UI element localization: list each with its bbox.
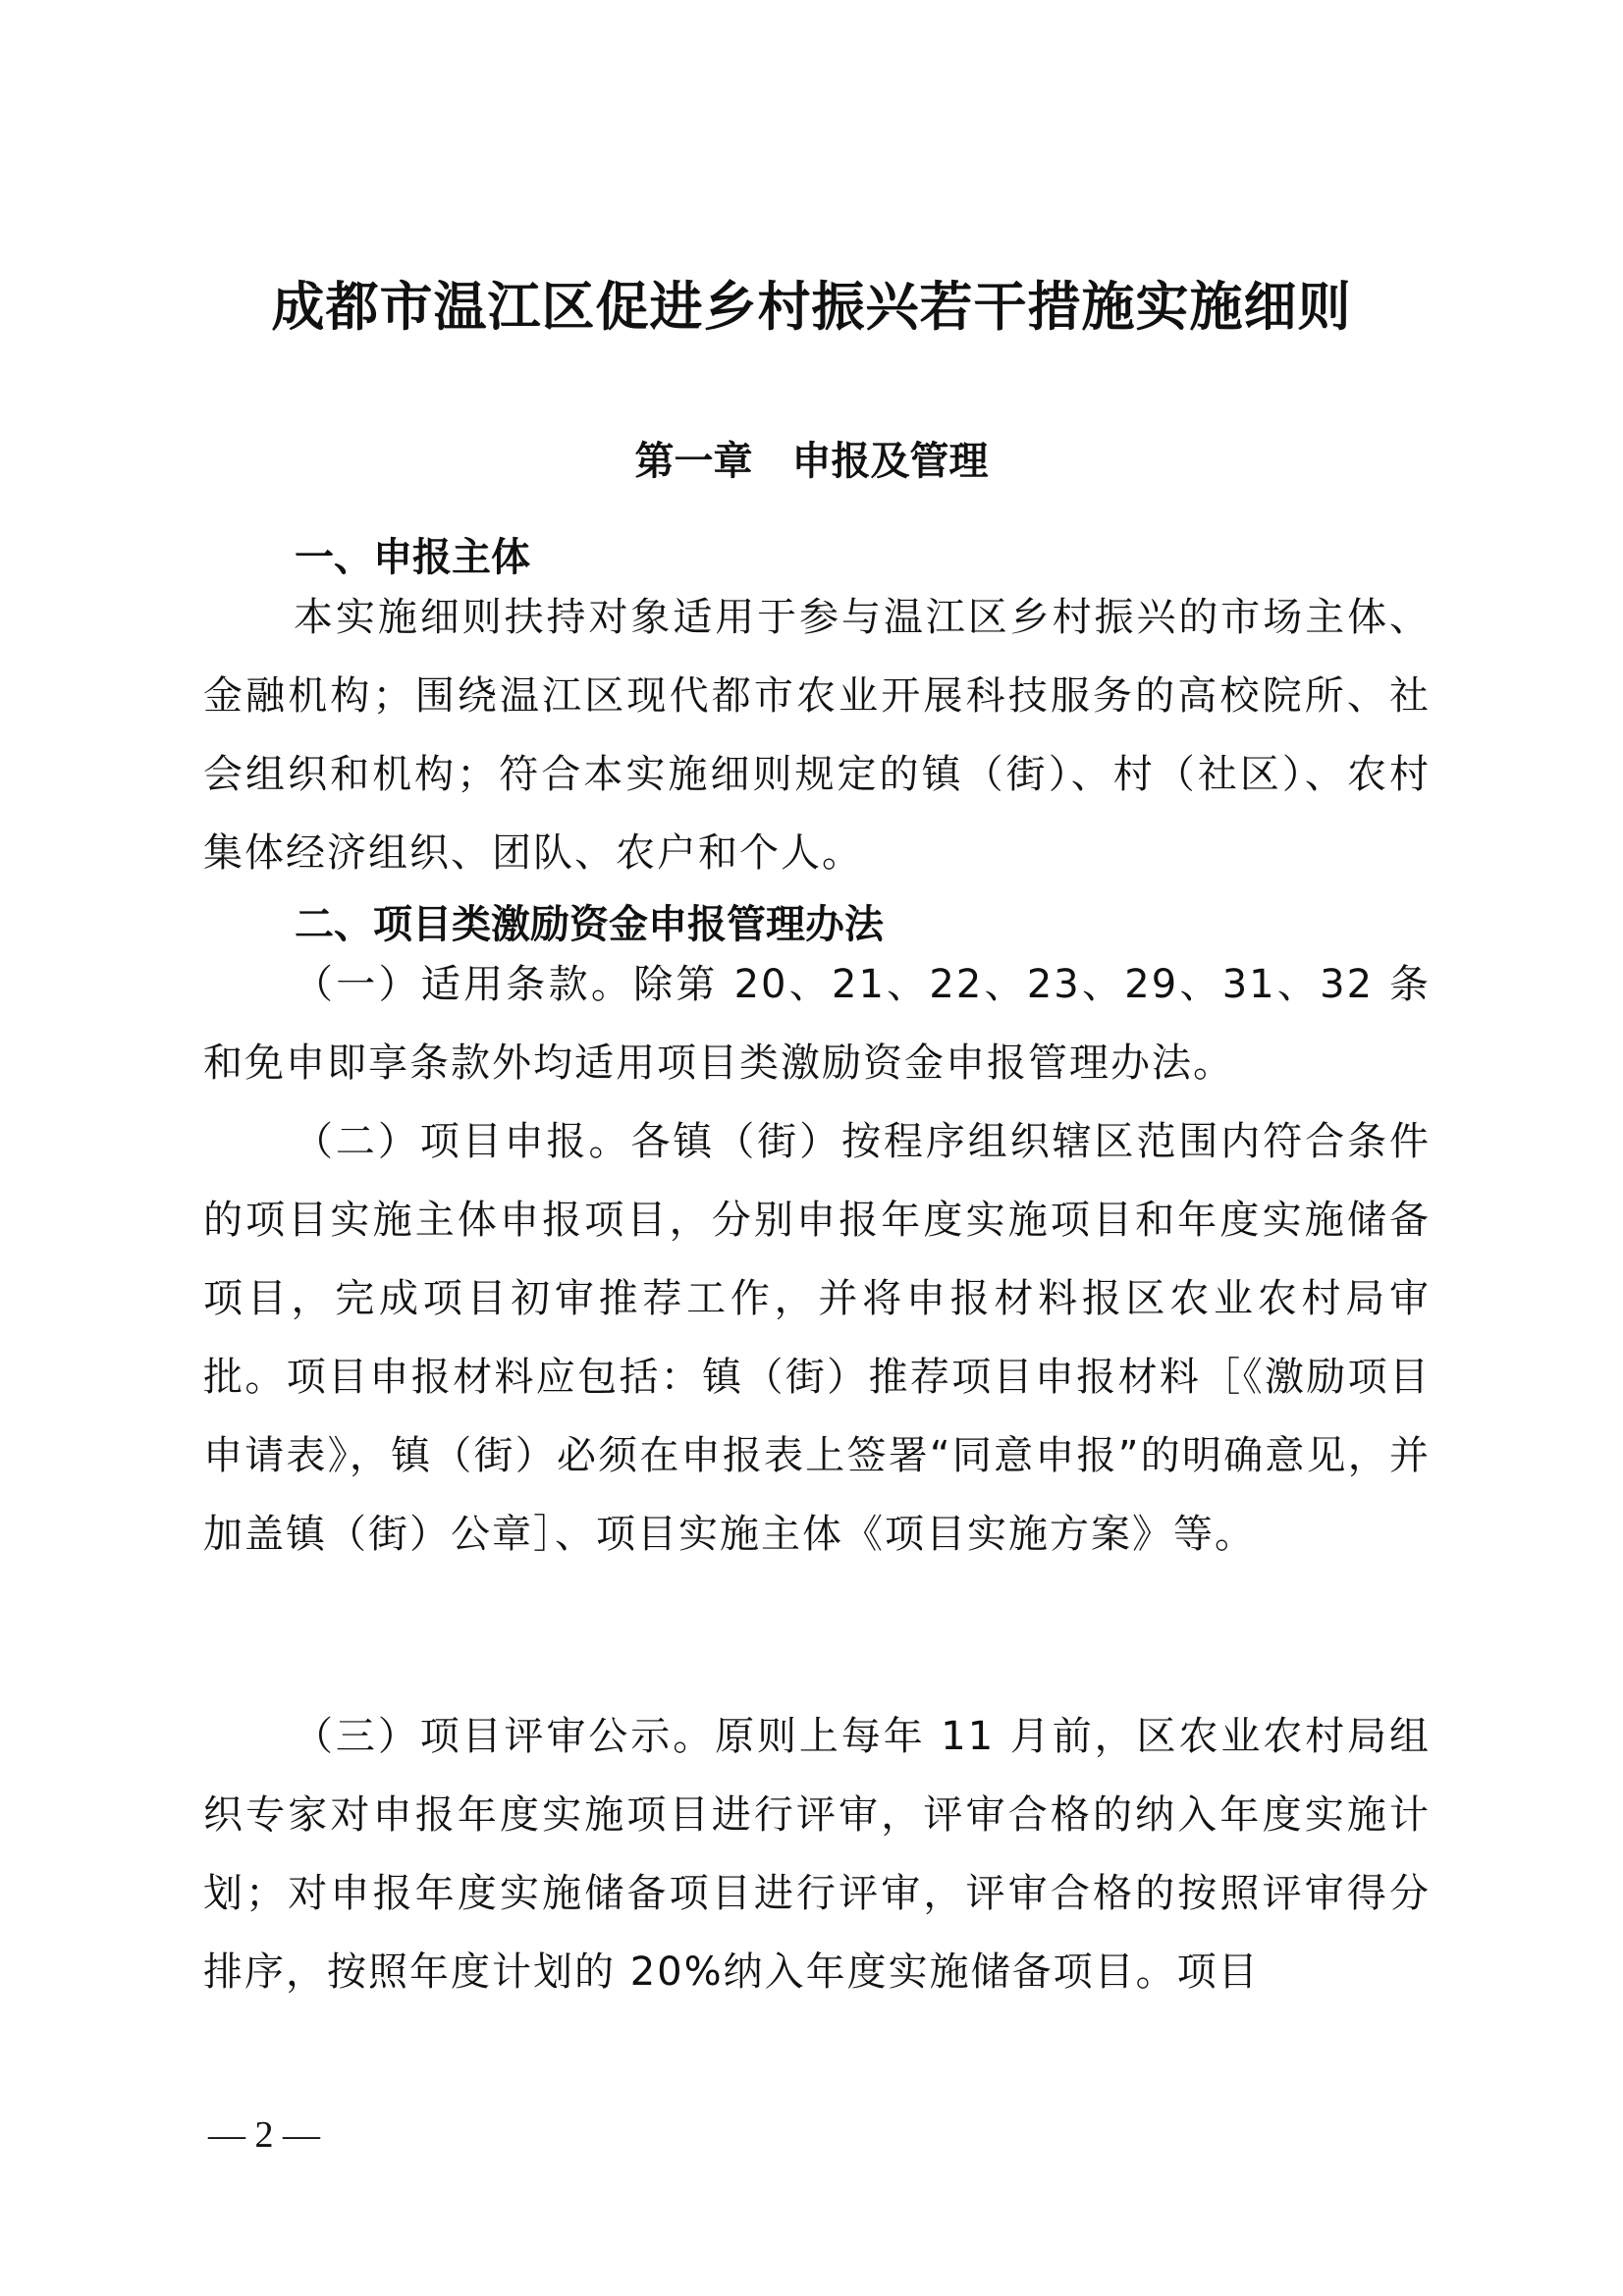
section-heading-applicants: 一、申报主体: [295, 535, 530, 580]
page-number: — 2 —: [208, 2114, 320, 2156]
document-title: 成都市温江区促进乡村振兴若干措施实施细则: [271, 275, 1352, 338]
paragraph-project-review: （三）项目评审公示。原则上每年 11 月前，区农业农村局组织专家对申报年度实施项目进行评审，评审合格的纳入年度实施计划；对申报年度实施储备项目进行评审，评审合格的按照评审得分排序，按照年度计划的 20%纳入年度实施储备项目。项目: [203, 1714, 1431, 1995]
paragraph-applicable-clauses: （一）适用条款。除第 20、21、22、23、29、31、32 条和免申即享条款外均适用项目类激励资金申报管理办法。: [203, 962, 1431, 1086]
chapter-heading: 第一章 申报及管理: [634, 439, 989, 484]
section-heading-incentive-funds: 二、项目类激励资金申报管理办法: [295, 902, 884, 947]
paragraph-project-application: （二）项目申报。各镇（街）按程序组织辖区范围内符合条件的项目实施主体申报项目，分别申报年度实施项目和年度实施储备项目，完成项目初审推荐工作，并将申报材料报区农业农村局审批。项目申报材料应包括：镇（街）推荐项目申报材料［《激励项目申请表》，镇（街）必须在申报表上签署“同意申报”的明确意见，并加盖镇（街）公章］、项目实施主体《项目实施方案》等。: [203, 1119, 1431, 1557]
paragraph-applicants: 本实施细则扶持对象适用于参与温江区乡村振兴的市场主体、金融机构；围绕温江区现代都市农业开展科技服务的高校院所、社会组织和机构；符合本实施细则规定的镇（街）、村（社区）、农村集体经济组织、团队、农户和个人。: [203, 595, 1431, 876]
